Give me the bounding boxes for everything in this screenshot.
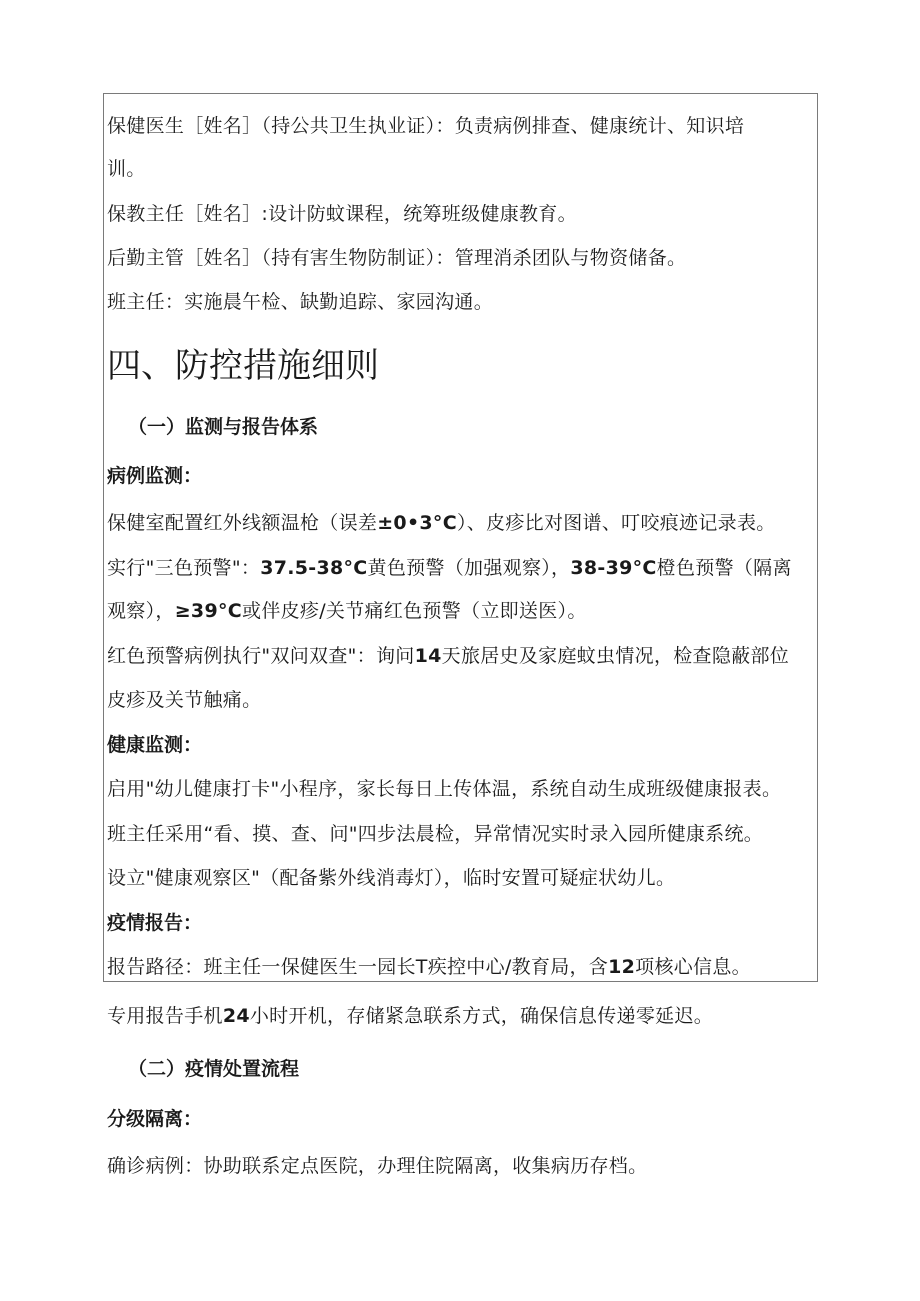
case-monitor-line5: 皮疹及关节触痛。 <box>107 689 262 711</box>
case-monitor-line4: 红色预警病例执行"双问双查"：询问14天旅居史及家庭蚊虫情况，检查隐蔽部位 <box>107 645 790 667</box>
subsection-title-handling: （二）疫情处置流程 <box>128 1058 300 1080</box>
health-monitor-line2: 班主任采用“看、摸、查、问"四步法晨检，异常情况实时录入园所健康系统。 <box>107 823 764 845</box>
role-doctor-line2: 训。 <box>107 158 146 180</box>
case-monitor-line2: 实行"三色预警"：37.5-38°C黄色预警（加强观察），38-39°C橙色预警（隔离 <box>107 557 792 579</box>
health-monitor-line1: 启用"幼儿健康打卡"小程序，家长每日上传体温，系统自动生成班级健康报表。 <box>107 778 782 800</box>
role-logistics: 后勤主管［姓名］（持有害生物防制证）：管理消杀团队与物资储备。 <box>107 247 687 269</box>
case-monitor-heading: 病例监测： <box>107 465 203 487</box>
health-monitor-line3: 设立"健康观察区"（配备紫外线消毒灯），临时安置可疑症状幼儿。 <box>107 867 676 889</box>
isolation-line1: 确诊病例：协助联系定点医院，办理住院隔离，收集病历存档。 <box>107 1155 648 1177</box>
case-monitor-line3: 观察），≥39°C或伴皮疹/关节痛红色预警（立即送医）。 <box>107 600 587 622</box>
role-doctor-line1: 保健医生［姓名］（持公共卫生执业证）：负责病例排查、健康统计、知识培 <box>107 115 745 137</box>
role-class-teacher: 班主任：实施晨午检、缺勤追踪、家园沟通。 <box>107 291 494 313</box>
report-line2: 专用报告手机24小时开机，存储紧急联系方式，确保信息传递零延迟。 <box>107 1005 714 1027</box>
isolation-heading: 分级隔离： <box>107 1108 203 1130</box>
section-title: 四、防控措施细则 <box>107 346 379 386</box>
report-heading: 疫情报告： <box>107 912 203 934</box>
subsection-title-monitoring: （一）监测与报告体系 <box>128 416 319 438</box>
report-line1: 报告路径：班主任一保健医生一园长T疾控中心/教育局，含12项核心信息。 <box>107 956 751 978</box>
role-teaching: 保教主任［姓名］:设计防蚊课程，统筹班级健康教育。 <box>107 203 577 225</box>
health-monitor-heading: 健康监测： <box>107 734 203 756</box>
case-monitor-line1: 保健室配置红外线额温枪（误差±0•3°C）、皮疹比对图谱、叮咬痕迹记录表。 <box>107 512 776 534</box>
